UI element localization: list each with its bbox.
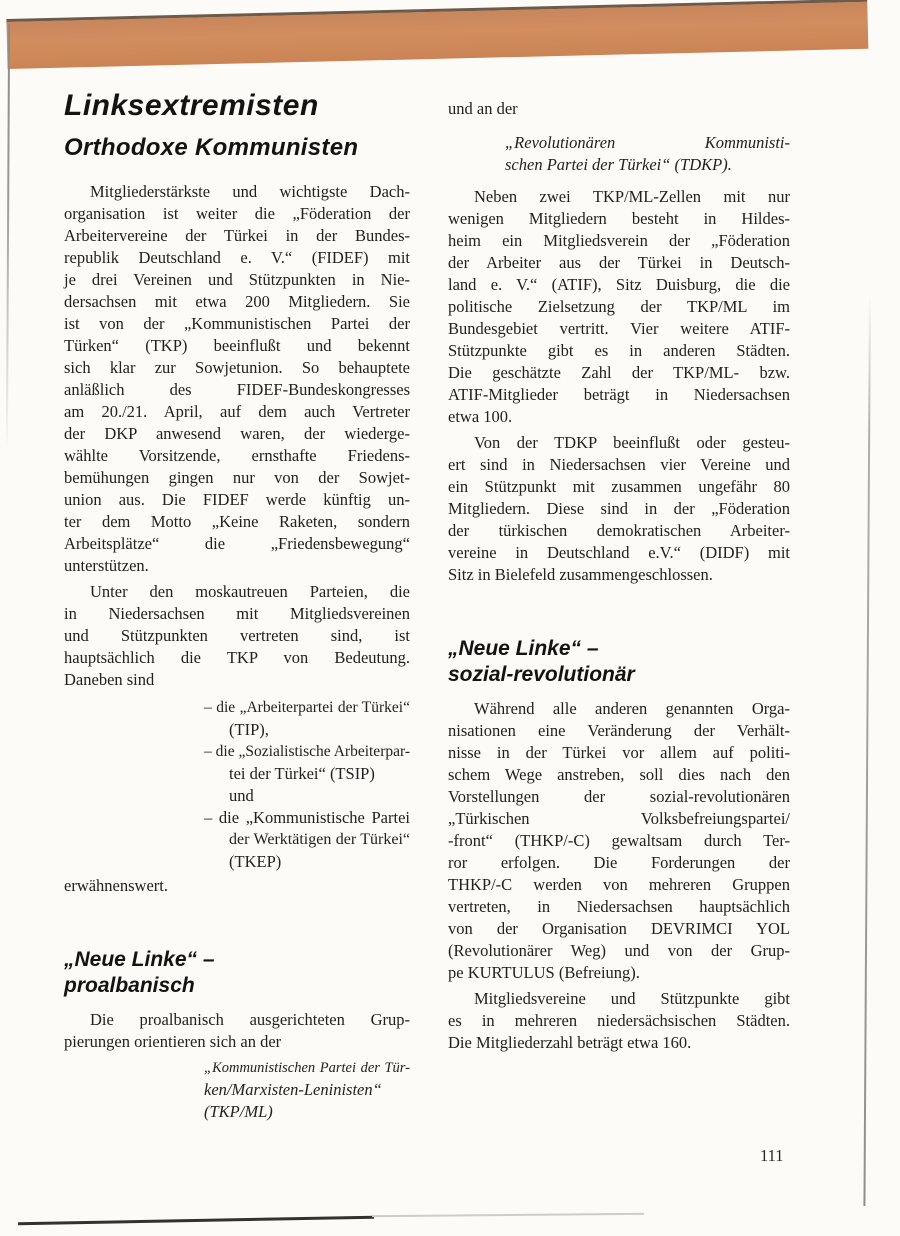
text-line: ror erfolgen. Die Forderungen der	[448, 853, 790, 872]
paragraph	[64, 181, 410, 577]
text-line: heim ein Mitgliedsverein der „Föderation	[448, 231, 790, 250]
text-line: Stützpunkte gibt es in anderen Städten.	[448, 341, 790, 360]
dash-list	[204, 697, 410, 873]
text-line: vereine in Deutschland e.V.“ (DIDF) mit	[448, 543, 790, 562]
text-line: vertreten, in Niedersachsen hauptsächlich	[448, 897, 790, 916]
text-line: anläßlich des FIDEF-Bundeskongresses	[64, 380, 410, 399]
text-line: wählte Vorsitzende, ernsthafte Friedens-	[64, 446, 410, 465]
heading-orthodoxe-kommunisten	[64, 133, 410, 163]
top-banner	[6, 0, 868, 69]
text-line: wenigen Mitgliedern besteht in Hildes-	[448, 209, 790, 228]
text-line: schen Partei der Türkei“ (TDKP).	[505, 155, 732, 174]
text-line: ter dem Motto „Keine Raketen, sondern	[64, 512, 410, 531]
text-line: „Revolutionären Kommunisti-	[505, 133, 790, 152]
text-line: – die „Sozialistische Arbeiterpar-	[204, 743, 410, 760]
text-line: Arbeitervereine der Türkei in der Bundes-	[64, 226, 410, 245]
text-line: der DKP anwesend waren, der wiederge-	[64, 424, 410, 443]
right-column	[448, 98, 790, 1058]
text-line: ert sind in Niedersachsen vier Vereine und	[448, 455, 790, 474]
text-line: ein Stützpunkt mit zusammen ungefähr 80	[448, 477, 790, 496]
text-line: pierungen orientieren sich an der	[64, 1032, 282, 1051]
text-line: Die proalbanisch ausgerichteten Grup-	[90, 1010, 410, 1029]
heading-line: „Neue Linke“ –	[64, 948, 215, 971]
paragraph	[448, 698, 790, 984]
text-line: der Arbeiter aus der Türkei in Deutsch-	[448, 253, 790, 272]
text-line: Mitgliederstärkste und wichtigste Dach-	[90, 182, 410, 201]
text-line: bemühungen gingen nur von der Sowjet-	[64, 468, 410, 487]
text-line: Neben zwei TKP/ML-Zellen mit nur	[474, 187, 790, 206]
text-line: (TKEP)	[229, 852, 282, 871]
text-line: tei der Türkei“ (TSIP)	[229, 764, 375, 783]
text-line: pe KURTULUS (Befreiung).	[448, 963, 640, 982]
text-line: Türken“ (TKP) beeinflußt und bekennt	[64, 336, 410, 355]
text-line: „Kommunistischen Partei der Tür-	[204, 1060, 410, 1076]
paragraph	[64, 581, 410, 691]
left-column	[64, 88, 410, 1123]
text-line: Die geschätzte Zahl der TKP/ML- bzw.	[448, 363, 790, 382]
text-line: Mitgliedsvereine und Stützpunkte gibt	[474, 989, 790, 1008]
quote-block	[505, 132, 790, 176]
text-line: etwa 100.	[448, 407, 513, 426]
text-line: sich klar zur Sowjetunion. So behauptete	[64, 358, 410, 377]
text-line: organisation ist weiter die „Föderation der	[64, 204, 410, 223]
text-line: und an der	[448, 99, 518, 118]
text-line: in Niedersachsen mit Mitgliedsvereinen	[64, 604, 410, 623]
text-line: THKP/-C werden von mehreren Gruppen	[448, 875, 790, 894]
heading-neue-linke-proalbanisch	[64, 947, 410, 999]
text-line: und	[229, 786, 254, 805]
text-line: der türkischen demokratischen Arbeiter-	[448, 521, 790, 540]
text-line: „Türkischen Volksbefreiungspartei/	[448, 809, 790, 828]
text-line: Mitgliedern. Diese sind in der „Föderation	[448, 499, 790, 518]
heading-line: sozial-revolutionär	[448, 663, 635, 686]
list-item	[204, 741, 410, 807]
text-line: hauptsächlich die TKP von Bedeutung.	[64, 648, 410, 667]
page-number: 111	[760, 1146, 784, 1165]
heading-neue-linke-sozial-revolutionaer	[448, 636, 790, 688]
text-line: ken/Marxisten-Leninisten“	[204, 1080, 382, 1099]
text-line: am 20./21. April, auf dem auch Vertreter	[64, 402, 410, 421]
list-item	[204, 697, 410, 741]
text-line: Die Mitgliederzahl beträgt etwa 160.	[448, 1033, 692, 1052]
paragraph	[448, 98, 790, 120]
heading-line: proalbanisch	[64, 974, 195, 997]
text-line: (Revolutionärer Weg) und von der Grup-	[448, 941, 790, 960]
text-line: – die „Kommunistische Partei	[204, 808, 410, 827]
text-line: erwähnenswert.	[64, 876, 168, 895]
text-line: union aus. Die FIDEF werde künftig un-	[64, 490, 410, 509]
text-line: je drei Vereinen und Stützpunkten in Nie-	[64, 270, 410, 289]
text-line: – die „Arbeiterpartei der Türkei“	[204, 699, 410, 716]
heading-line: Orthodoxe Kommunisten	[64, 134, 359, 161]
text-line: der Werktätigen der Türkei“	[229, 831, 410, 848]
heading-linksextremisten	[64, 88, 410, 124]
text-line: Bundesgebiet vertritt. Vier weitere ATIF-	[448, 319, 790, 338]
text-line: Vorstellungen der sozial-revolutionären	[448, 787, 790, 806]
text-line: und Stützpunkten vertreten sind, ist	[64, 626, 410, 645]
paragraph	[448, 186, 790, 428]
text-line: dersachsen mit etwa 200 Mitgliedern. Sie	[64, 292, 410, 311]
text-line: Unter den moskautreuen Parteien, die	[90, 582, 410, 601]
text-line: ist von der „Kommunistischen Partei der	[64, 314, 410, 333]
paragraph	[64, 875, 410, 897]
text-line: land e. V.“ (ATIF), Sitz Duisburg, die die	[448, 275, 790, 294]
heading-line: Linksextremisten	[64, 89, 319, 122]
text-line: (TIP),	[229, 720, 269, 739]
paragraph	[448, 432, 790, 586]
page-bottom-edge-line	[18, 1216, 374, 1226]
text-line: unterstützen.	[64, 556, 149, 575]
text-line: politische Zielsetzung der TKP/ML im	[448, 297, 790, 316]
text-line: nisationen eine Veränderung der Verhält-	[448, 721, 790, 740]
text-line: Während alle anderen genannten Orga-	[474, 699, 790, 718]
text-line: Arbeitsplätze“ die „Friedensbewegung“	[64, 534, 410, 553]
text-line: Von der TDKP beeinflußt oder gesteu-	[474, 433, 790, 452]
text-line: -front“ (THKP/-C) gewaltsam durch Ter-	[448, 831, 790, 850]
text-line: von der Organisation DEVRIMCI YOL	[448, 919, 790, 938]
text-line: republik Deutschland e. V.“ (FIDEF) mit	[64, 248, 410, 267]
list-item	[204, 807, 410, 873]
quote-block	[204, 1057, 410, 1123]
page-right-edge-line	[863, 296, 871, 1206]
page-left-edge-line	[6, 24, 10, 454]
text-line: ATIF-Mitglieder beträgt in Niedersachsen	[448, 385, 790, 404]
text-line: Daneben sind	[64, 670, 155, 689]
paragraph	[448, 988, 790, 1054]
text-line: schem Wege anstreben, soll dies nach den	[448, 765, 790, 784]
text-line: es in mehreren niedersächsischen Städten.	[448, 1011, 790, 1030]
text-line: (TKP/ML)	[204, 1102, 273, 1121]
text-line: nisse in der Türkei vor allem auf politi-	[448, 743, 790, 762]
page-bottom-edge-line-faint	[372, 1213, 644, 1217]
text-line: Sitz in Bielefeld zusammengeschlossen.	[448, 565, 713, 584]
heading-line: „Neue Linke“ –	[448, 637, 599, 660]
paragraph	[64, 1009, 410, 1053]
